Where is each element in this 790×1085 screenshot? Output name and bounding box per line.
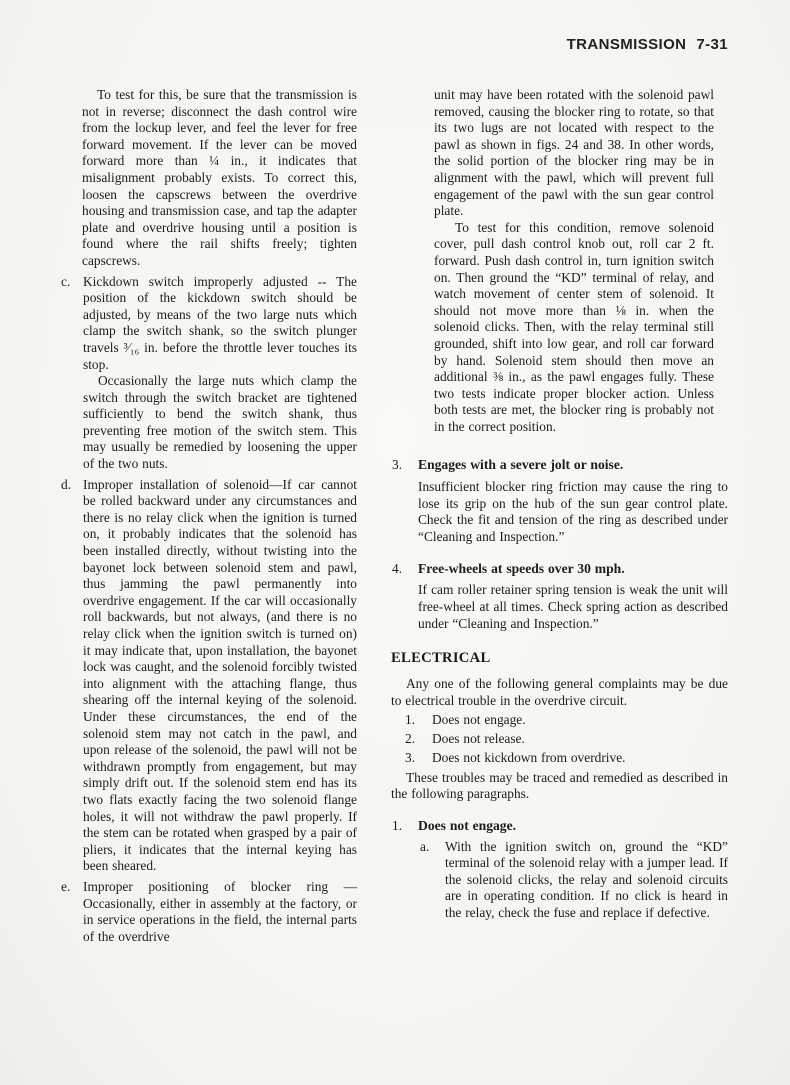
list-item-e-blocker-ring — [61, 879, 357, 945]
page-header — [61, 36, 728, 53]
item-4-heading: Free-wheels at speeds over 30 mph. — [418, 560, 625, 576]
list-item-c-kickdown-switch — [61, 274, 357, 473]
complaint-3-text: Does not kickdown from overdrive. — [432, 750, 626, 766]
complaint-2-text: Does not release. — [432, 731, 525, 746]
item-3-body: Insufficient blocker ring friction may cause the ring to lose its grip on the hub of the sun gear control plate. Check the fit and tension of the ring as described under “Cleaning and Inspection.” — [418, 479, 728, 545]
right-column — [391, 87, 728, 945]
item-3-heading: Engages with a severe jolt or noise. — [418, 457, 624, 473]
item-4-body: If cam roller retainer spring tension is weak the unit will free-wheel at all times. Check spring action as described under “Cleaning and Inspection.” — [418, 582, 728, 631]
item-c-body — [83, 274, 357, 473]
item-e-body — [83, 879, 357, 945]
item-1-number: 1. — [392, 817, 403, 833]
item-e-letter: e. — [61, 878, 71, 894]
sub-item-a-ground-kd-terminal — [418, 839, 728, 922]
complaint-1-text: Does not engage. — [432, 711, 526, 727]
left-column — [61, 87, 357, 945]
complaint-item — [391, 731, 728, 748]
two-column-layout — [61, 87, 728, 945]
item-d-letter: d. — [61, 476, 72, 492]
electrical-section-heading: ELECTRICAL — [391, 650, 491, 667]
paragraph-lockup-lever-test: To test for this, be sure that the transmission is not in reverse; disconnect the dash control wire from the lockup lever, and feel the lever for free forward movement. If the lever can be moved forward more than ¼ in., it indicates that misalignment probably exists. To correct this, loosen the capscrews between the overdrive housing and transmission case, and tap the adapter plate and overdrive housing until a position is found where the rail shifts freely; tighten capscrews. — [82, 87, 357, 268]
numbered-item-3-severe-jolt — [391, 457, 728, 545]
item-d-paragraph: Improper installation of solenoid—If car cannot be rolled backward under any circumstances and there is no relay click when the ignition is turned on, it probably indicates that the solenoid has been installed directly, without twisting into the bayonet lock between solenoid stem and pawl, thus jamming the pawl permanently into overdrive engagement. If the car will occasionally roll backwards, but not always, (and there is no relay click when the ignition switch is turned on) it may indicate that, upon installation, the bayonet lock was caught, and the solenoid forcibly twisted into alignment with the attaching flange, thus shearing off the internal keying of the solenoid. Under these circumstances, the end of the solenoid stem may not catch in the pawl, and upon release of the solenoid, the pawl will not be withdrawn promptly from engagement, but may simply drift out. If the solenoid stem end has its two flats exactly facing the two solenoid flange holes, it will not withdraw the pawl properly. If the stem can be rotated when grasped by a pair of pliers, it indicates that the internal keying has been sheared. — [83, 476, 357, 874]
list-item-d-solenoid-installation — [61, 477, 357, 875]
header-page-number: 7-31 — [696, 36, 728, 53]
item-4-number: 4. — [392, 560, 403, 576]
item-1-heading: Does not engage. — [418, 817, 517, 833]
electrical-intro-paragraph: Any one of the following general complaints may be due to electrical trouble in the overdrive circuit. — [391, 676, 728, 708]
complaint-2-number: 2. — [405, 731, 416, 746]
paragraph-blocker-ring-continuation: unit may have been rotated with the solenoid pawl removed, causing the blocker ring to rotate, so that its two lugs are not located with respect to the pawl as shown in figs. 24 and 38. In other words, the solid portion of the blocker ring may be in alignment with the pawl, which will prevent full engagement of the pawl with the sun gear control plate. — [434, 87, 714, 219]
item-c-paragraph-2: Occasionally the large nuts which clamp the switch through the switch bracket are tightened sufficiently to bend the switch shank, thus preventing free motion of the switch stem. This may usually be remedied by loosening the upper of the two nuts. — [83, 373, 357, 472]
item-3-number: 3. — [392, 457, 403, 473]
numbered-item-1-does-not-engage — [391, 818, 728, 922]
paragraph-troubles-traced: These troubles may be traced and remedied as described in the following paragraphs. — [391, 769, 728, 802]
header-section-title: TRANSMISSION — [566, 36, 687, 53]
paragraph-blocker-test-procedure: To test for this condition, remove solenoid cover, pull dash control knob out, roll car 2 ft. forward. Push dash control in, turn ignition switch on. Then ground the “KD” terminal of relay, and watch movement of center stem of solenoid. It should not move more than ⅛ in. when the solenoid clicks. Then, with the relay terminal still grounded, shift into low gear, and roll car forward by hand. Solenoid stem should then move an additional ⅜ in., as the pawl engages fully. These two tests indicate proper blocker action. Unless both tests are met, the blocker ring is probably not in the correct position. — [434, 219, 714, 434]
item-d-body — [83, 477, 357, 875]
item-c-paragraph-1: Kickdown switch improperly adjusted -- The position of the kickdown switch should be adjusted, by means of the two large nuts which clamp the switch shank, so the switch plunger travels ³⁄₁₆ in. before the throttle lever touches its stop. — [83, 273, 357, 372]
complaint-3-number: 3. — [405, 750, 416, 766]
item-c-letter: c. — [61, 273, 71, 289]
complaint-1-number: 1. — [405, 711, 416, 727]
sub-item-a-letter: a. — [420, 838, 430, 854]
numbered-item-4-free-wheels — [391, 561, 728, 633]
sub-item-a-body: With the ignition switch on, ground the “KD” terminal of the solenoid relay with a jumper lead. If the solenoid clicks, the relay and solenoid circuits are in operating condition. If no click is heard in the relay, check the fuse and replace if defective. — [445, 838, 728, 921]
electrical-complaints-list — [391, 712, 728, 767]
complaint-item — [391, 712, 728, 729]
complaint-item — [391, 750, 728, 767]
item-e-paragraph: Improper positioning of blocker ring — Occasionally, either in assembly at the factory, or in service operations in the field, the internal parts of the overdrive — [83, 878, 357, 944]
